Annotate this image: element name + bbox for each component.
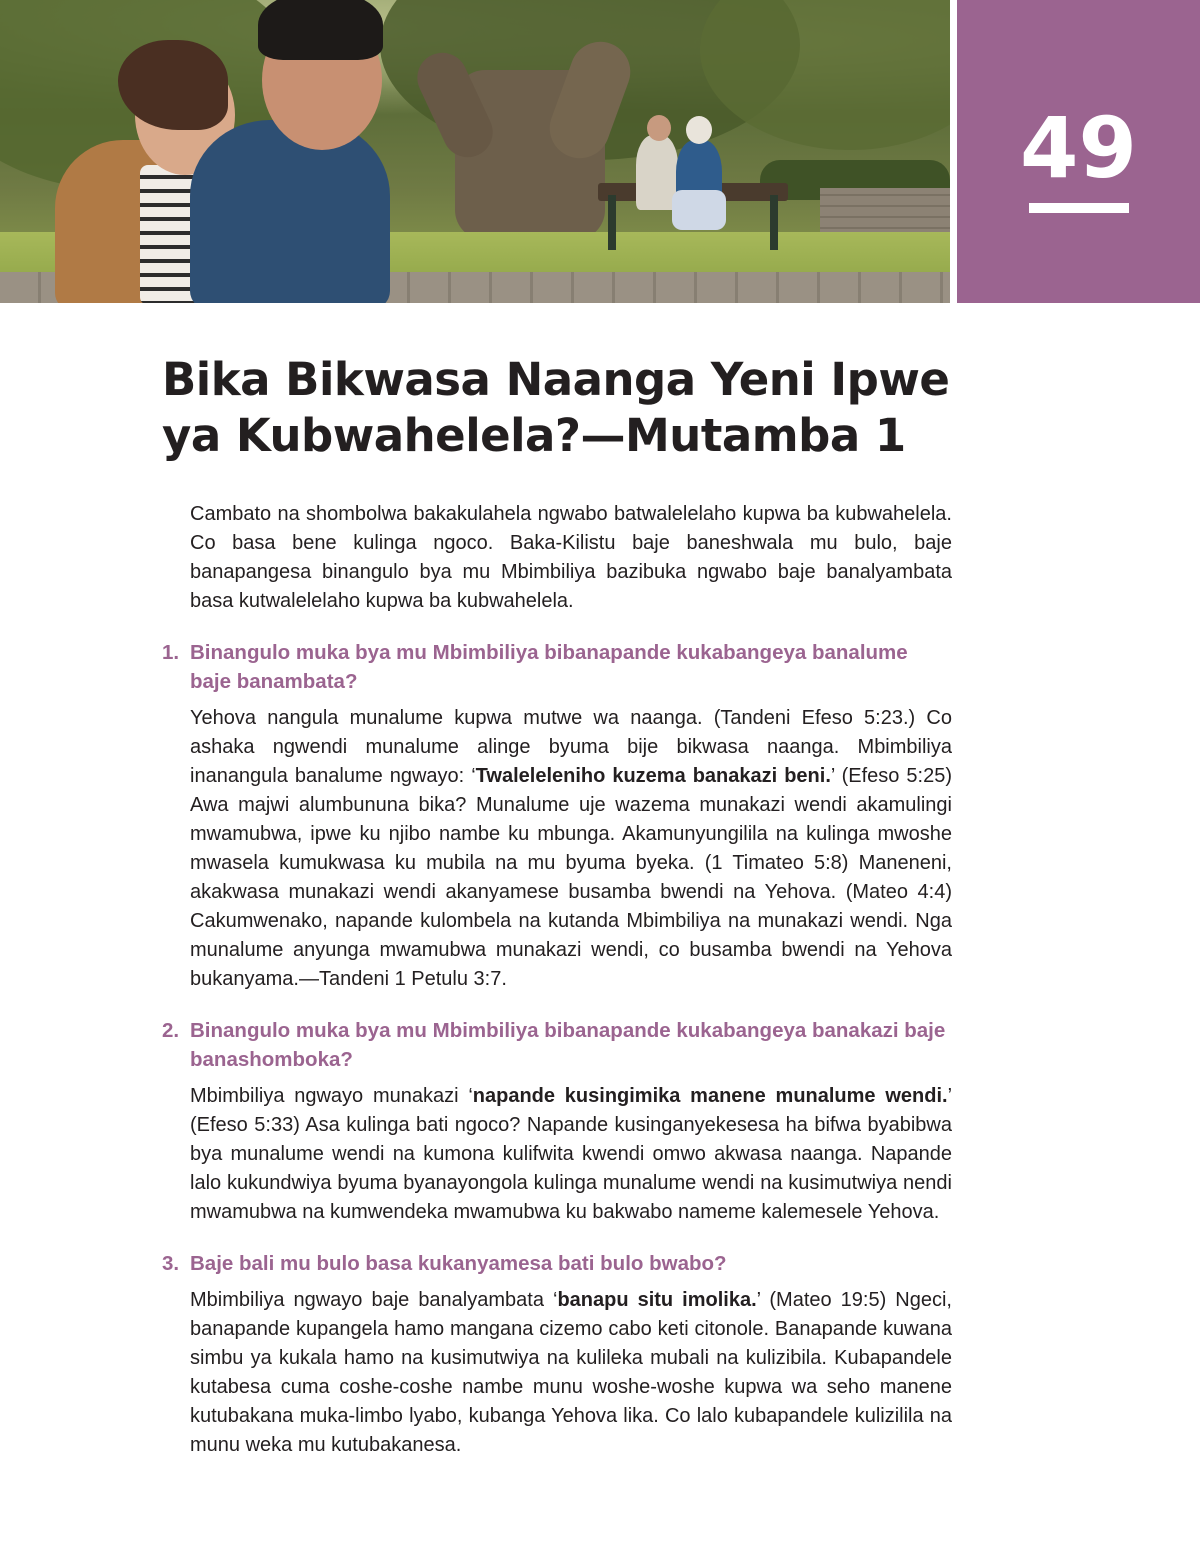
header-photo: [0, 0, 950, 303]
question-3: [162, 1249, 952, 1278]
question-1: [162, 638, 952, 696]
answer-text: Mbimbiliya ngwayo baje banalyambata ‘: [190, 1289, 558, 1311]
page-title: Bika Bikwasa Naanga Yeni Ipwe ya Kubwahelela?—Mutamba 1: [162, 353, 950, 462]
question-number: 2.: [162, 1019, 180, 1042]
answer-text: Yehova nangula munalume kupwa mutwe wa naanga. (Tandeni Efeso 5:23.) Co ashaka ngwendi munalume alinge byuma bije bikwasa naanga. Mbimbiliya inanangula banalume ngwayo: ‘: [190, 707, 952, 787]
answer-text: Mbimbiliya ngwayo munakazi ‘: [190, 1085, 473, 1107]
scripture-quote: Twaleleleniho kuzema banakazi beni.: [475, 765, 831, 787]
answer-3: [190, 1286, 952, 1460]
chapter-underline: [1029, 203, 1129, 213]
scripture-quote: napande kusingimika manene munalume wendi.: [472, 1085, 948, 1107]
answer-text: ’ (Efeso 5:33) Asa kulinga bati ngoco? Napande kusinganyekesesa ha bifwa byabibwa bya munalume wendi na kumona kulifwita kwendi omwo akwasa naanga. Napande lalo kukundwiya byuma byanayongola kulinga munalume wendi na kusimutwiya nendi mwamubwa na kumwendeka mwamubwa ku bakwabo nameme kalemesele Yehova.: [190, 1085, 953, 1223]
answer-text: ’ (Mateo 19:5) Ngeci, banapande kupangela hamo mangana cizemo cabo keti citonole. Banapande kuwana simbu ya kukala hamo na kusimutwiya na kulileka mubali na kulizibila. Kubapandele kutabesa cuma coshe-coshe nambe munu woshe-woshe kupwa wa seho manene kutubakana muka-limbo lyabo, kubanga Yehova lika. Co lalo kubapandele kulizilila na munu weka mu kutubakanesa.: [190, 1289, 952, 1456]
question-number: 1.: [162, 641, 180, 664]
chapter-number: 49: [1020, 99, 1137, 197]
article-body: [162, 500, 952, 1460]
chapter-tab: [957, 0, 1200, 303]
scripture-quote: banapu situ imolika.: [557, 1289, 757, 1311]
answer-text: ’ (Efeso 5:25) Awa majwi alumbununa bika? Munalume uje wazema munakazi wendi akamulingi mwamubwa, ipwe ku njibo nambe ku mbunga. Akamunyungilila na kulinga mwoshe mwasela kumukwasa ku mubila na mu byuma byeka. (1 Timateo 5:8) Maneneni, akakwasa munakazi wendi akanyamese busamba bwendi na Yehova. (Mateo 4:4) Cakumwenako, napande kulombela na kutanda Mbimbiliya na munakazi wendi. Nga munalume anyunga mwamubwa munakazi wendi, co busamba bwendi na Yehova bukanyama.—Tandeni 1 Petulu 3:7.: [190, 765, 952, 990]
question-text: Binangulo muka bya mu Mbimbiliya bibanapande kukabangeya banakazi baje banashomboka?: [190, 1019, 946, 1071]
answer-2: [190, 1082, 952, 1227]
intro-paragraph: Cambato na shombolwa bakakulahela ngwabo batwalelelaho kupwa ba kubwahelela. Co basa bene kulinga ngoco. Baka-Kilistu baje baneshwala mu bulo, baje banapangesa binangulo bya mu Mbimbiliya bazibuka ngwabo baje banalyambata basa kutwalelelaho kupwa ba kubwahelela.: [190, 503, 952, 612]
question-text: Binangulo muka bya mu Mbimbiliya bibanapande kukabangeya banalume baje banambata?: [190, 641, 908, 693]
question-2: [162, 1016, 952, 1074]
question-text: Baje bali mu bulo basa kukanyamesa bati bulo bwabo?: [190, 1252, 727, 1275]
question-number: 3.: [162, 1252, 180, 1275]
answer-1: [190, 704, 952, 994]
